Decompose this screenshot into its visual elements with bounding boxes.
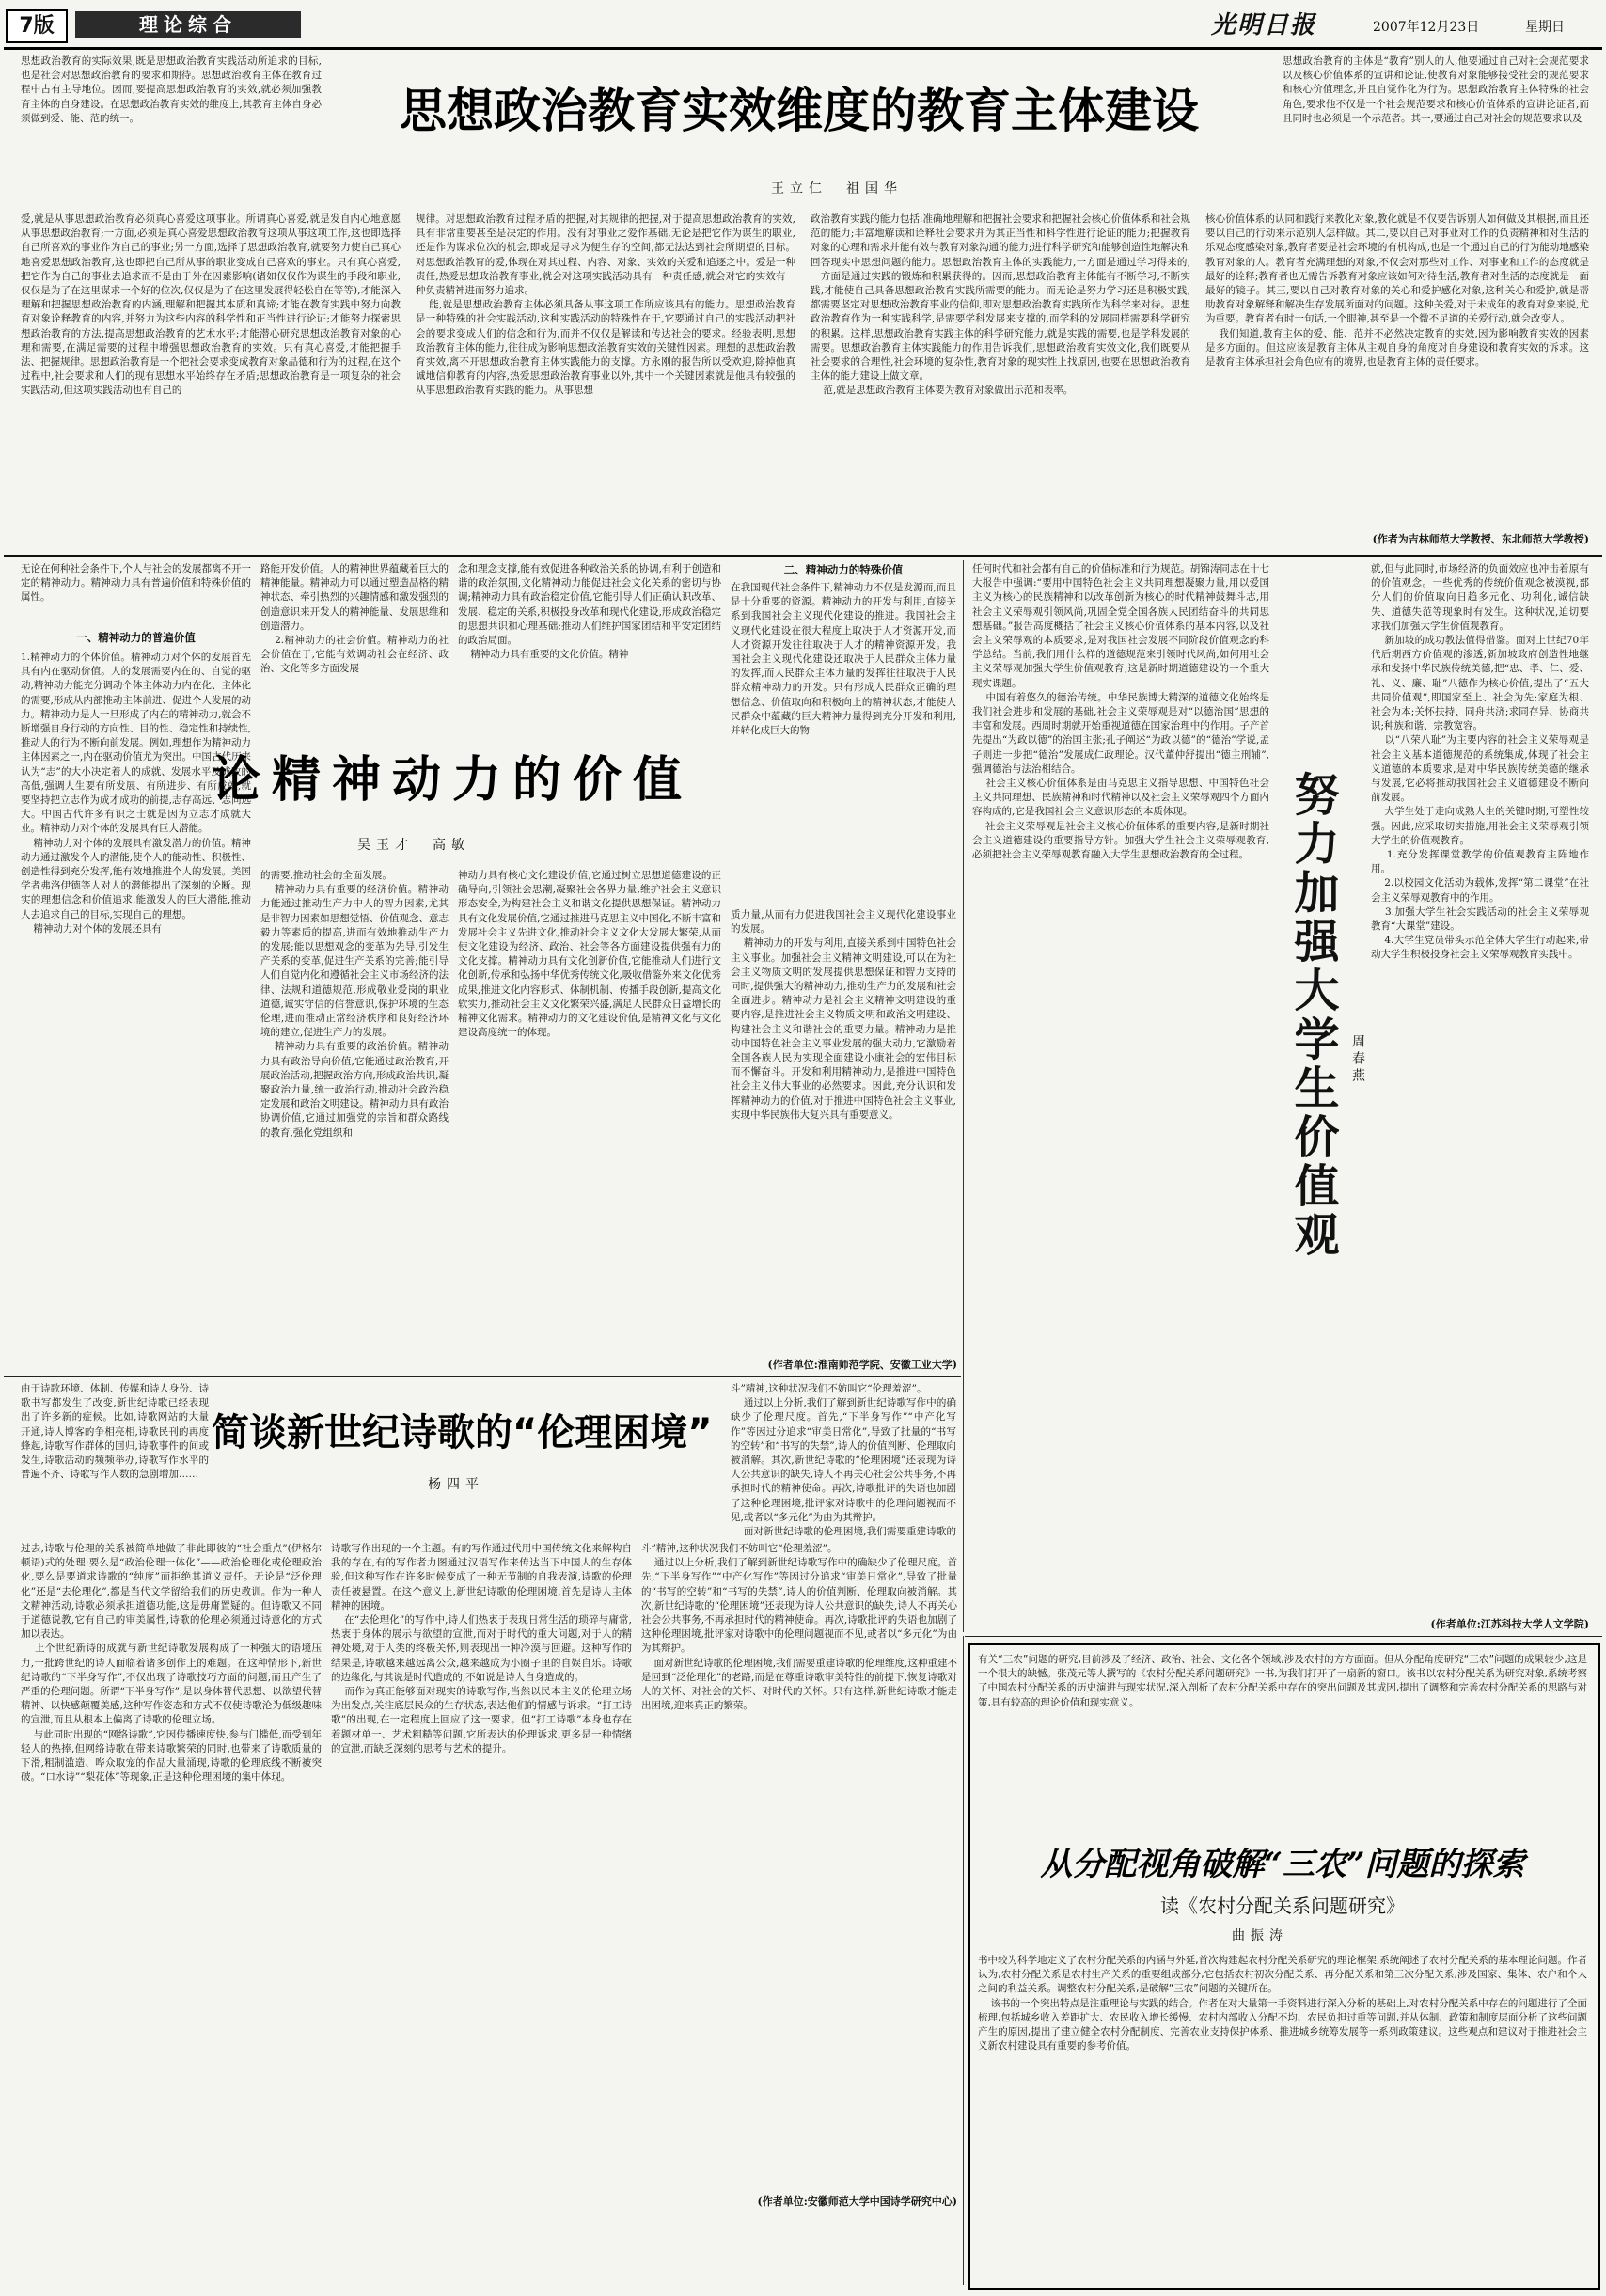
a1-author-note: (作者为吉林师范大学教授、东北师范大学教授) [1372, 533, 1589, 545]
header-rule [4, 47, 1602, 50]
a4-authors: 周春燕 [1350, 1034, 1365, 1085]
a2-intro-col3: 在我国现代社会条件下,精神动力不仅是发源而,而且是十分重要的资源。精神动力的开发与利用,直接关系到我国社会主义现代化建设的推进。我国社会主义现代化建设在很大程度上取决于人才资源开发,而人才资源开发往往取决于人才的精神资源开发。我国社会主义现代化建设还取决于人民群众主体力量的发挥,而人民群众主体力量的发挥往往取决于人民群众精神动力的开发。只有形成人民群众正确的理想信念、价值取向和积极向上的精神状态,才能使人民群众中蕴藏的巨大精神力量得到充分开发和利用,并转化成巨大的物 [731, 582, 956, 737]
page-header [0, 0, 1606, 49]
a1-title: 思想政治教育实效维度的教育主体建设 [400, 84, 1199, 138]
a3-intro: 由于诗歌环境、体制、传媒和诗人身份、诗歌书写都发生了改变,新世纪诗歌已经表现出了许多新的症候。比如,诗歌网站的大量开通,诗人博客的争相亮相,诗歌民刊的再度蜂起,诗歌写作群体的回归,诗歌事件的间或发生,诗歌活动的频频举办,诗歌写作水平的普遍不齐、诗歌写作人数的急剧增加…… [21, 1383, 209, 1481]
a2-bottom-rule [4, 1376, 961, 1377]
a3-col2: 诗歌写作出现的一个主题。有的写作通过代用中国传统文化来解构自我的存在,有的写作者力图通过汉语写作来传达当下中国人的生存体验,但这种写作在许多时候变成了一种无节制的自我表演,诗歌的伦理责任被悬置。在这个意义上,新世纪诗歌的伦理困境,首先是诗人主体精神的困境。 在“去伦理化”的写作中,诗人们热衷于表现日常生活的琐碎与庸常,热衷于身体的展示与欲望的宣泄,而对于时代的重大问题,对于人的精神处境,对于人类的终极关怀,则表现出一种冷漠与回避。这种写作的结果是,诗歌越来越远离公众,越来越成为小圈子里的自娱自乐。诗歌的边缘化,与其说是时代造成的,不如说是诗人自身造成的。 而作为真正能够面对现实的诗歌写作,当然以民本主义的伦理立场为出发点,关注底层民众的生存状态,表达他们的情感与诉求。“打工诗歌”的出现,在一定程度上回应了这一要求。但“打工诗歌”本身也存在着题材单一、艺术粗糙等问题,它所表达的伦理诉求,更多是一种情绪的宣泄,而缺乏深刻的思考与艺术的提升。 [331, 1543, 632, 1754]
a4-col1: 任何时代和社会都有自己的价值标准和行为规范。胡锦涛同志在十七大报告中强调:“要用中国特色社会主义共同理想凝聚力量,用以爱国主义为核心的民族精神和以改革创新为核心的时代精神鼓舞斗志,用社会主义荣辱观引领风尚,巩固全党全国各族人民团结奋斗的共同思想基础。”报告高度概括了社会主义核心价值体系的基本内容,以及社会主义荣辱观的本质要求,是对我国社会发展不同阶段价值观念的科学总结。当前,我们用什么样的道德规范来引领时代风尚,如何用社会主义荣辱观加强大学生价值观教育,这是新时期道德建设的一个重大现实课题。 中国有着悠久的德治传统。中华民族博大精深的道德文化始终是我们社会进步和发展的基础,社会主义荣辱观是对“以德治国”思想的丰富和发展。西周时期就开始重视道德在国家治理中的作用。子产首先提出“为政以德”的治国主张;孔子阐述“为政以德”的“德治”学说,孟子则进一步把“德治”发展成仁政理论。汉代董仲舒提出“德主刑辅”,强调德治与法治相结合。 社会主义核心价值体系是由马克思主义指导思想、中国特色社会主义共同理想、民族精神和时代精神以及社会主义荣辱观四个方面内容构成的,它是我国社会主义意识形态的本质体现。 社会主义荣辱观是社会主义核心价值体系的重要内容,是新时期社会主义道德建设的重要指导方针。加强大学生社会主义荣辱观教育,必须把社会主义荣辱观教育融入大学生思想政治教育的全过程。 [972, 563, 1269, 861]
a5-intro: 有关“三农”问题的研究,目前涉及了经济、政治、社会、文化各个领域,涉及农村的方方面面。但从分配角度研究“三农”问题的成果较少,这是一个很大的缺憾。张茂元等人撰写的《农村分配关系问题研究》一书,为我们打开了一扇新的窗口。该书以农村分配关系为研究对象,系统考察了中国农村分配关系的历史演进与现实状况,深入剖析了农村分配关系中存在的突出问题及其成因,提出了调整和完善农村分配关系的思路与对策,具有较高的理论价值和现实意义。 [978, 1654, 1587, 1708]
a4-title: 努力加强大学生价值观 [1286, 771, 1339, 1260]
a1-col2: 规律。对思想政治教育过程矛盾的把握,对其规律的把握,对于提高思想政治教育的实效,具有非常重要甚至是决定的作用。没有对事业之爱作基础,无论是把它作为谋生的职业,还是作为谋求位次的机会,即或是寻求为便生存的空间,都无法达到社会所期望的目标。对思想政治教育的爱,体现在对其过程、内容、对象、实效的关爱和追逐之中。爱是一种责任,热爱思想政治教育事业,就会对这项实践活动具有一种责任感,就会对它的实效有一种负责精神进而努力追求。 能,就是思想政治教育主体必须具备从事这项工作所应该具有的能力。思想政治教育是一种特殊的社会实践活动,这种实践活动的特殊性在于,它要通过自己的实践活动把社会的要求变成人们的信念和行为,而并不仅仅是解读和传达社会的要求。经验表明,思想政治教育主体的能力,往往成为影响思想政治教育实效的关键性因素。理想的思想政治教育实效,离不开思想政治教育主体实践能力的支撑。方永刚的报告所以受欢迎,除掉他真诚地信仰教育的内容,热爱思想政治教育事业以外,其中一个关键因素就是他具有较强的从事思想政治教育实践的能力。从事思想 [416, 213, 795, 397]
a1-col3: 政治教育实践的能力包括:准确地理解和把握社会要求和把握社会核心价值体系和社会规范的能力;丰富地解读和诠释社会要求并为其正当性和科学性进行论证的能力;把握教育对象的心理和需求并能有效与教育对象沟通的能力;进行科学研究和能够创造性地解决和回答现实中思想问题的能力。思想政治教育主体的实践能力,一方面是通过学习得来的,一方面是通过实践的锻炼和积累获得的。因而,思想政治教育主体能有不断学习,不断实践,才能使自己具备思想政治教育实践所需要的能力。而无论是努力学习还是积极实践,都需要坚定对思想政治教育事业的信仰,即对思想政治教育实践所作为科学来对待。思想政治教育作为一种实践科学,是需要学科发展来支撑的,而学科的发展同样需要科学研究的积累。这样,思想政治教育实践主体的科学研究能力,就是实践的需要,也是学科发展的需要。思想政治教育主体实践能力的作用告诉我们,思想政治教育实效文化,我们既要从社会要求的合理性,社会环境的复杂性,教育对象的现实性上找原因,也要在思想政治教育主体的能力建设上做文章。 范,就是思想政治教育主体要为教育对象做出示范和表率。 [811, 213, 1190, 397]
a2-title: 论精神动力的价值 [212, 751, 694, 809]
a4-bottom-rule [965, 1636, 1602, 1637]
a1-intro-right: 思想政治教育的主体是“教育”别人的人,他要通过自己对社会规范要求以及核心价值体系的宣讲和论证,使教育对象能够接受社会的规范要求和核心价值理念,并且自觉作化为行为。思想政治教育主体特殊的社会角色,要求他不仅是一个社会规范要求和核心价值体系的宣讲论证者,而且同时也必须是一个示范者。其一,要通过自己对社会的规范要求以及 [1283, 55, 1589, 124]
a2-a4-divider [963, 560, 964, 1632]
a4-col3: 就,但与此同时,市场经济的负面效应也冲击着原有的价值观念。一些优秀的传统价值观念被漠视,部分人们的价值取向日趋多元化、功利化,诚信缺失、道德失范等现象时有发生。这种状况,迫切要求我们加强大学生价值观教育。 新加坡的成功教法值得借鉴。面对上世纪70年代后期西方价值观的渗透,新加坡政府创造性地继承和发扬中华民族传统美德,把“忠、孝、仁、爱、礼、义、廉、耻”八德作为核心价值,提出了“五大共同价值观”,即国家至上、社会为先;家庭为根、社会为本;关怀扶持、同舟共济;求同存异、协商共识;种族和谐、宗教宽容。 以“八荣八耻”为主要内容的社会主义荣辱观是社会主义基本道德规范的系统集成,体现了社会主义道德的本质要求,是对中华民族传统美德的继承与发展,它必将推动我国社会主义道德建设不断向前发展。 大学生处于走向成熟人生的关键时期,可塑性较强。因此,应采取切实措施,用社会主义荣辱观引领大学生的价值观教育。 1.充分发挥课堂教学的价值观教育主阵地作用。 2.以校园文化活动为载体,发挥“第二课堂”在社会主义荣辱观教育中的作用。 3.加强大学生社会实践活动的社会主义荣辱观教育“大课堂”建设。 4.大学生党员带头示范全体大学生行动起来,带动大学生积极投身社会主义荣辱观教育实践中。 [1371, 563, 1589, 961]
a3-author-note: (作者单位:安徽师范大学中国诗学研究中心) [757, 2195, 957, 2208]
a3-title: 简谈新世纪诗歌的“伦理困境” [212, 1411, 713, 1455]
a1-col4: 核心价值体系的认同和践行来教化对象,教化就是不仅要告诉别人如何做及其根据,而且还要以自己的行动来示范别人怎样做。其二,要以自己对事业对工作的负责精神和对生活的乐观态度感染对象,教育者要是社会环境的有机构成,也是一个通过自己的行为能动地感染教育对象的人。教育者充满理想的对象,不仅会对那些对工作、对事业和工作的态度就是最好的诠释;教育者也无需告诉教育对象应该如何对待生活,教育者对生活的态度就是一面最好的镜子。其三,要以自己对教育对象的关心和爱护感化对象,这种关心和爱护,就是帮助教育对象解释和解决生存发展所面对的问题。这种关爱,对于未成年的教育对象来说,尤为重要。教育者有时一句话,一个眼神,甚至是一个微不足道的关爱行动,就会改变人。 我们知道,教育主体的爱、能、范并不必然决定教育的实效,因为影响教育实效的因素是多方面的。但这应该是教育主体从主观自身的角度对自身建设和教育实效的诉求。这是教育主体承担社会角色应有的境界,也是教育主体的责任要求。 [1205, 213, 1589, 369]
a2-subheading-1: 一、精神动力的普遍价值 [76, 631, 196, 644]
issue-date: 2007年12月23日 [1373, 20, 1480, 35]
a2-authors: 吴玉才 高敏 [357, 838, 470, 853]
a2-intro: 无论在何种社会条件下,个人与社会的发展都离不开一定的精神动力。精神动力具有普遍价值和特殊价值的属性。 [21, 563, 251, 604]
a2-col3: 神动力具有核心文化建设价值,它通过树立思想道德建设的正确导向,引领社会思潮,凝聚社会各界力量,维护社会主义意识形态安全,为构建社会主义和谐文化提供思想保证。精神动力具有文化发展价值,它通过推进马克思主义中国化,不断丰富和发展社会主义先进文化,推动社会主义文化大发展大繁荣,从而使文化建设为经济、政治、社会等各方面建设提供强有力的文化支撑。精神动力具有文化创新价值,它能推动人们进行文化创新,传承和弘扬中华优秀传统文化,吸收借鉴外来文化优秀成果,推进文化内容形式、体制机制、传播手段创新,提高文化软实力,推动社会主义文化繁荣兴盛,满足人民群众日益增长的精神文化需求。精神动力的文化建设价值,是精神文化与文化建设高度统一的体现。 [458, 870, 721, 1039]
masthead-logo: 光明日报 [1211, 11, 1317, 39]
section-name: 理论综合 [139, 13, 237, 36]
a2-col1: 1.精神动力的个体价值。精神动力对个体的发展首先具有内在驱动价值。人的发展需要内在的、自觉的驱动,精神动力能充分调动个体主体动力内在化、主体化的需要,形成从内部推动主体前进、促进个人发展的动力。精神动力是人一旦形成了内在的精神动力,就会不断增强自身行动的方向性、目的性、稳定性和持续性,推动人的行为不断向前发展。例如,理想作为精神动力主体因素之一,内在驱动价值尤为突出。中国古代历来认为“志”的大小决定着人的成就、发展水平及成败的高低,强调人生要有所发展、有所进步、有所成就,就要坚持把立志作为成才成功的前提,志存高远、志向远大。中国古代许多有识之士就是因为立志才成就大业。精神动力对个体的发展具有巨大潜能。 精神动力对个体的发展具有激发潜力的价值。精神动力通过激发个人的潜能,使个人的能动性、积极性、创造性得到充分发挥,能有效地推进个人的发展。美国学者弗洛伊德等人对人的潜能提出了深刻的论断。现实的理想信念和价值追求,能激发人的巨大潜能,推动人去追求自己的目标,实现自己的理想。 精神动力对个体的发展还具有 [21, 652, 251, 935]
a4-author-note: (作者单位:江苏科技大学人文学院) [1430, 1618, 1589, 1630]
a2-intro-col2: 念和理念支撑,能有效促进各种政治关系的协调,有利于创造和谐的政治氛围,文化精神动力能促进社会文化关系的密切与协调;精神动力具有政治稳定价值,它能引导人们正确认识改革、发展、稳定的关系,积极投身改革和现代化建设,形成政治稳定的思想共识和心理基础;推动人们维护国家团结和平安定团结的政治局面。 精神动力具有重要的文化价值。精神 [458, 563, 721, 661]
a2-intro-col: 路能开发价值。人的精神世界蕴藏着巨大的精神能量。精神动力可以通过塑造品格的精神状态、牵引热烈的兴趣情感和激发强烈的创造意识来开发人的精神能量、发展思维和创造潜力。 2.精神动力的社会价值。精神动力的社会价值在于,它能有效调动社会在经济、政治、文化等多方面发展 [260, 563, 449, 675]
page-number-box [6, 9, 68, 43]
a1-intro-left: 思想政治教育的实际效果,既是思想政治教育实践活动所追求的目标,也是社会对思想政治教育的要求和期待。思想政治教育主体在教育过程中占有主导地位。因而,要提高思想政治教育的实效,就必须加强教育主体的自身建设。在思想政治教育实效的维度上,其教育主体自身必须做到爱、能、范的统一。 [21, 55, 322, 124]
a5-authors: 曲振涛 [1232, 1928, 1288, 1943]
a5-title: 从分配视角破解“三农”问题的探索 [1040, 1846, 1525, 1883]
a2-subheading-2: 二、精神动力的特殊价值 [783, 563, 904, 576]
section-tag [75, 11, 301, 38]
a3-intro-side: 斗”精神,这种状况我们不妨叫它“伦理羞涩”。 通过以上分析,我们了解到新世纪诗歌写作中的确缺少了伦理尺度。首先,“下半身写作”“中产化写作”等因过分追求“审美日常化”,导致了批量的“书写的空转”和“书写的失禁”,诗人的价值判断、伦理取向被消解。其次,新世纪诗歌的“伦理困境”还表现为诗人公共意识的缺失,诗人不再关心社会公共事务,不再承担时代的精神使命。再次,诗歌批评的失语也加剧了这种伦理困境,批评家对诗歌中的伦理问题视而不见,或者以“多元化”为由为其辩护。 面对新世纪诗歌的伦理困境,我们需要重建诗歌的 [731, 1383, 956, 1538]
a1-bottom-rule [4, 555, 1602, 557]
a2-col4: 质力量,从而有力促进我国社会主义现代化建设事业的发展。 精神动力的开发与利用,直接关系到中国特色社会主义事业。加强社会主义精神文明建设,可以在为社会主义物质文明的发展提供思想保证和智力支持的同时,提供强大的精神动力,推动生产力的发展和社会全面进步。精神动力是社会主义精神文明建设的重要内容,是推进社会主义物质文明和政治文明建设、构建社会主义和谐社会的重要力量。精神动力是推动中国特色社会主义事业发展的强大动力,它激励着全国各族人民为实现全面建设小康社会的宏伟目标而不懈奋斗。开发和利用精神动力,是推进中国特色社会主义伟大事业的必然要求。因此,充分认识和发挥精神动力的价值,对于推进中国特色社会主义事业,实现中华民族伟大复兴具有重要意义。 [731, 909, 956, 1121]
a1-col1: 爱,就是从事思想政治教育必须真心喜爱这项事业。所谓真心喜爱,就是发自内心地意愿从事思想政治教育;一方面,必须是真心喜爱思想政治教育这项从事这项工作,这也即选择自己所喜欢的事业作为自己的事业;另一方面,选择了思想政治教育,就要努力使自己真心地喜爱思想政治教育,这也即把自己所从事的职业变成自己喜欢的事业。只有真心喜爱,把它作为自己的事业去追求而不是由于外在因素影响(诸如仅仅作为谋生的手段和职业,仅仅是为了在这里谋求一个好的位次,仅仅是为了在这里发展得轻松自在等等),才能深入理解和把握思想政治教育的内涵,理解和把握其本质和真谛;才能在教育实践中努力向教育对象诠释教育的内容,并努力为这些内容的科学性和正当性进行论证;才能努力探索思想政治教育的方法,提高思想政治教育的艺术水平;才能潜心研究思想政治教育对象的心理和需要,在满足需要的过程中增强思想政治教育的实效。只有真心喜爱,才能把握手法、把握规律。思想政治教育是一个把社会要求变成教育对象品德和行为的过程,在这个过程中,社会要求和人们的现有思想水平始终存在矛盾;思想政治教育是一项复杂的社会实践活动,但这项实践活动也有自己的 [21, 213, 401, 397]
a5-subtitle: 读《农村分配关系问题研究》 [1160, 1895, 1405, 1917]
a2-col2: 的需要,推动社会的全面发展。 精神动力具有重要的经济价值。精神动力能通过推动生产力中人的智力因素,尤其是非智力因素如思想觉悟、价值观念、意志毅力等素质的提高,进而有效地推动生产力的发展;能以思想观念的变革为先导,引发生产关系的变革,促进生产关系的完善;能引导人们自觉内化和遵循社会主义市场经济的法律、法规和道德规范,形成敬业爱岗的职业道德,诚实守信的信誉意识,保护环境的生态伦理,进而推动正常经济秩序和良好经济环境的建立,促进生产力的发展。 精神动力具有重要的政治价值。精神动力具有政治导向价值,它能通过政治教育,开展政治活动,把握政治方向,形成政治共识,凝聚政治力量,统一政治行动,推动社会政治稳定发展和政治文明建设。精神动力具有政治协调价值,它通过加强党的宗旨和群众路线的教育,强化党组织和 [260, 870, 449, 1139]
issue-weekday: 星期日 [1525, 20, 1565, 35]
a3-authors: 杨四平 [428, 1477, 484, 1492]
page-number: 7版 [19, 14, 55, 38]
a3-col3: 斗”精神,这种状况我们不妨叫它“伦理羞涩”。 通过以上分析,我们了解到新世纪诗歌写作中的确缺少了伦理尺度。首先,“下半身写作”“中产化写作”等因过分追求“审美日常化”,导致了批量的“书写的空转”和“书写的失禁”,诗人的价值判断、伦理取向被消解。其次,新世纪诗歌的“伦理困境”还表现为诗人公共意识的缺失,诗人不再关心社会公共事务,不再承担时代的精神使命。再次,诗歌批评的失语也加剧了这种伦理困境,批评家对诗歌中的伦理问题视而不见,或者以“多元化”为由为其辩护。 面对新世纪诗歌的伦理困境,我们需要重建诗歌的伦理维度,这种重建不是回到“泛伦理化”的老路,而是在尊重诗歌审美特性的前提下,恢复诗歌对人的关怀、对社会的关怀、对时代的关怀。只有这样,新世纪诗歌才能走出困境,迎来真正的繁荣。 [641, 1543, 957, 1712]
a3-a5-divider [963, 1636, 964, 2285]
a2-author-note: (作者单位:淮南师范学院、安徽工业大学) [767, 1359, 957, 1371]
a1-authors: 王立仁 祖国华 [771, 181, 903, 197]
a3-col1: 过去,诗歌与伦理的关系被简单地做了非此即彼的“社会重点”(伊格尔顿语)式的处理:要么是“政治伦理一体化”——政治伦理化或伦理政治化,要么是要道求诗歌的“纯度”而拒绝其道义责任。无论是“泛伦理化”还是“去伦理化”,都是当代文学留给我们的历史教训。作为一种人文精神活动,诗歌必须承担道德功能,这是毋庸置疑的。但诗歌又不同于道德说教,它有自己的审美属性,诗歌的伦理必须通过诗意化的方式加以表达。 上个世纪新诗的成就与新世纪诗歌发展构成了一种强大的语境压力,一批跨世纪的诗人面临着诸多创作上的难题。在这种情形下,新世纪诗歌的“下半身写作”,不仅出现了诗歌技巧方面的问题,而且产生了严重的伦理问题。所谓“下半身写作”,是以身体替代思想、以欲望代替精神、以快感颠覆美感,这种写作姿态和方式不仅使诗歌沦为低级趣味的宣泄,而且从根本上偏离了诗歌的伦理立场。 与此同时出现的“网络诗歌”,它因传播速度快,参与门槛低,而受到年轻人的热捧,但网络诗歌在带来诗歌繁荣的同时,也带来了诗歌质量的下滑,粗制滥造、哗众取宠的作品大量涌现,诗歌的伦理底线不断被突破。“口水诗”“梨花体”等现象,正是这种伦理困境的集中体现。 [21, 1543, 322, 1784]
a5-body: 书中较为科学地定义了农村分配关系的内涵与外延,首次构建起农村分配关系研究的理论框架,系统阐述了农村分配关系的基本理论问题。作者认为,农村分配关系是农村生产关系的重要组成部分,它包括农村初次分配关系、再分配关系和第三次分配关系,涉及国家、集体、农户和个人之间的利益关系。调整农村分配关系,是破解“三农”问题的关键所在。 该书的一个突出特点是注重理论与实践的结合。作者在对大量第一手资料进行深入分析的基础上,对农村分配关系中存在的问题进行了全面梳理,包括城乡收入差距扩大、农民收入增长缓慢、农村内部收入分配不均、农民负担过重等问题,并从体制、政策和制度层面分析了这些问题产生的原因,提出了建立健全农村分配制度、完善农业支持保护体系、推进城乡统筹发展等一系列政策建议。这些观点和建议对于推进社会主义新农村建设具有重要的参考价值。 [978, 1955, 1587, 2052]
